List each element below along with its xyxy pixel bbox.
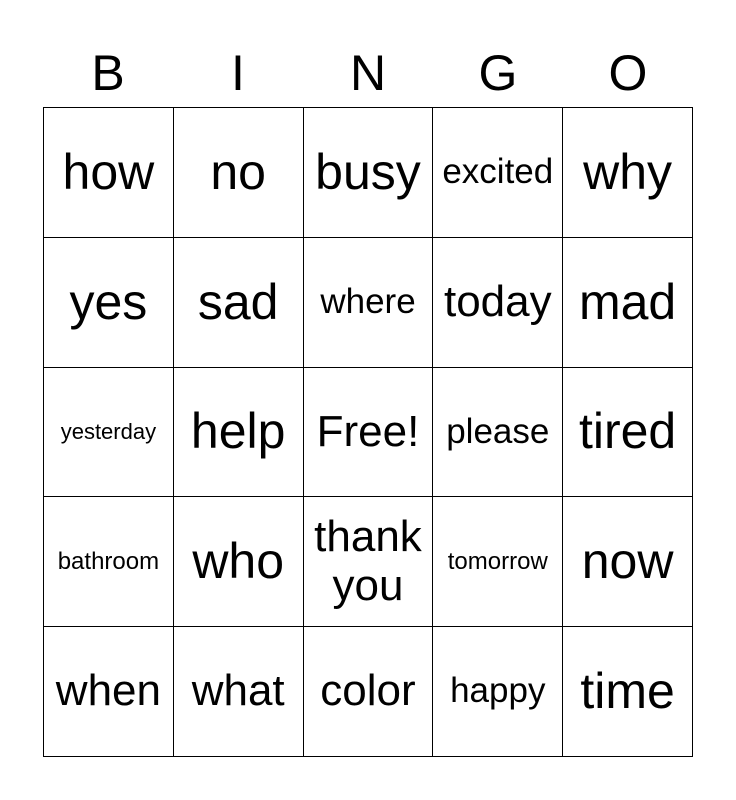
- header-letter-i: I: [231, 45, 245, 101]
- bingo-cell[interactable]: where: [304, 238, 434, 368]
- bingo-cell[interactable]: happy: [433, 627, 563, 757]
- bingo-cell[interactable]: what: [174, 627, 304, 757]
- bingo-cell[interactable]: who: [174, 497, 304, 627]
- bingo-cell[interactable]: excited: [433, 108, 563, 238]
- bingo-cell[interactable]: tired: [563, 368, 693, 498]
- bingo-cell[interactable]: help: [174, 368, 304, 498]
- bingo-header: [43, 40, 693, 106]
- bingo-cell[interactable]: how: [44, 108, 174, 238]
- header-letter-o: O: [608, 45, 648, 101]
- bingo-cell[interactable]: tomorrow: [433, 497, 563, 627]
- bingo-cell[interactable]: yesterday: [44, 368, 174, 498]
- header-letter-b: B: [91, 45, 125, 101]
- bingo-cell[interactable]: busy: [304, 108, 434, 238]
- header-letter-n: N: [349, 45, 387, 101]
- bingo-cell[interactable]: time: [563, 627, 693, 757]
- header-letter-g: G: [478, 45, 518, 101]
- bingo-cell[interactable]: please: [433, 368, 563, 498]
- bingo-cell[interactable]: thank you: [304, 497, 434, 627]
- bingo-cell[interactable]: when: [44, 627, 174, 757]
- free-space-cell[interactable]: Free!: [304, 368, 434, 498]
- bingo-cell[interactable]: no: [174, 108, 304, 238]
- bingo-cell[interactable]: bathroom: [44, 497, 174, 627]
- bingo-cell[interactable]: yes: [44, 238, 174, 368]
- bingo-cell[interactable]: now: [563, 497, 693, 627]
- bingo-cell[interactable]: why: [563, 108, 693, 238]
- bingo-cell[interactable]: color: [304, 627, 434, 757]
- bingo-cell[interactable]: mad: [563, 238, 693, 368]
- bingo-cell[interactable]: today: [433, 238, 563, 368]
- bingo-cell[interactable]: sad: [174, 238, 304, 368]
- bingo-board: [43, 107, 693, 757]
